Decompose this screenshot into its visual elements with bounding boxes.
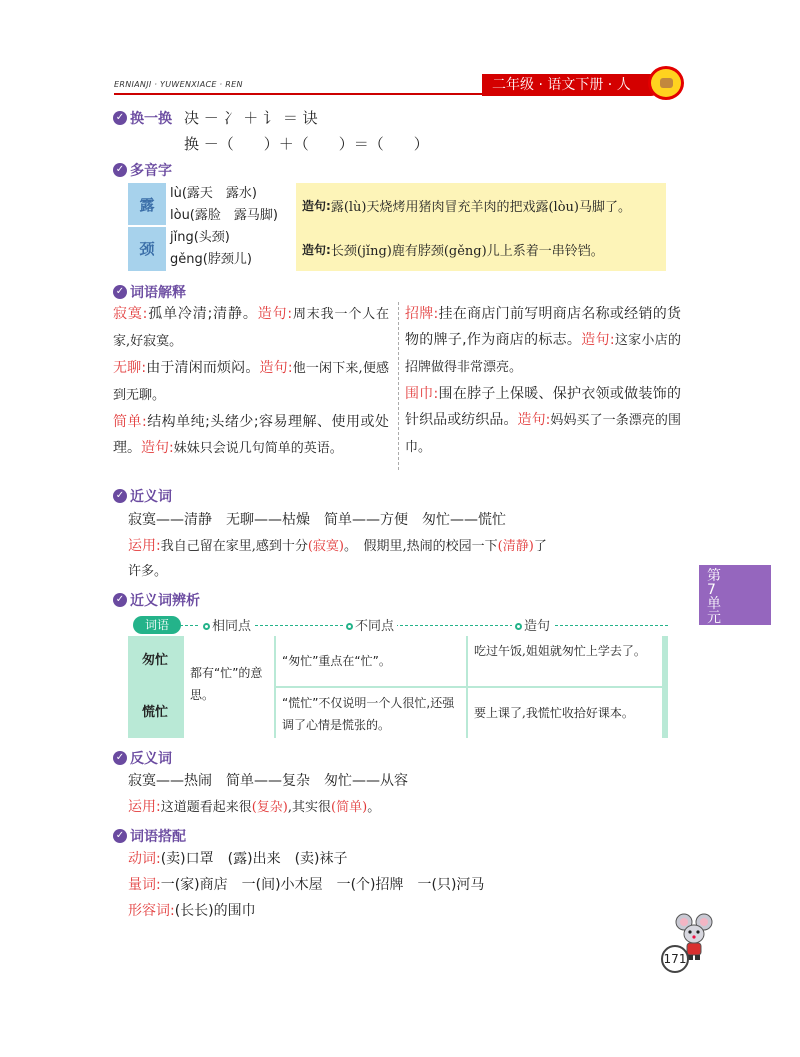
section-duoyin: [113, 160, 172, 180]
duoyin-pinyin: gěng(脖颈儿): [170, 252, 252, 267]
bianxi-example-cell: 吃过午饭,姐姐就匆忙上学去了。: [468, 636, 662, 686]
check-icon: ✓: [113, 111, 127, 125]
fanyi-usage: 运用:这道题看起来很(复杂),其实很(简单)。: [128, 799, 381, 815]
duoyin-pinyin: jǐng(头颈): [170, 230, 230, 245]
header-grade-banner: 二年级 · 语文下册 · 人: [482, 74, 662, 96]
check-icon: ✓: [113, 593, 127, 607]
cihui-entry: 围巾:围在脖子上保暖、保护衣领或做装饰的针织品或纺织品。造句:妈妈买了一条漂亮的围巾。: [405, 386, 682, 455]
duoyin-sentence-row: [296, 183, 666, 227]
bianxi-diff-cell: “慌忙”不仅说明一个人很忙,还强调了心情是慌张的。: [276, 688, 466, 738]
cihui-entry: 寂寞:孤单冷清;清静。造句:周末我一个人在家,好寂寞。: [113, 306, 389, 349]
bianxi-head-same: 相同点: [200, 615, 254, 634]
bianxi-example-cell: 要上课了,我慌忙收拾好课本。: [468, 688, 662, 738]
section-title: 反义词: [130, 751, 172, 767]
jinyi-usage-cont: 许多。: [128, 564, 168, 579]
column-divider: [398, 302, 399, 470]
bianxi-word: 慌忙: [128, 688, 182, 738]
check-icon: ✓: [113, 285, 127, 299]
cihui-entry: 招牌:挂在商店门前写明商店名称或经销的货物的牌子,作为商店的标志。造句:这家小店的招牌做得非常漂亮。: [405, 306, 682, 375]
piggy-bank-logo-icon: [648, 66, 684, 100]
bianxi-head-diff: 不同点: [343, 615, 397, 634]
cihui-entry: 简单:结构单纯;头绪少;容易理解、使用或处理。造句:妹妹只会说几句简单的英语。: [113, 414, 389, 456]
bianxi-same-cell: 都有“忙”的意思。: [184, 636, 274, 738]
duoyin-sentence: 长颈(jǐng)鹿有脖颈(gěng)儿上系着一串铃铛。: [330, 243, 604, 259]
duoyin-sentence-column: [296, 183, 666, 271]
huan-line-1: 决 － 冫 ＋ 讠 ＝ 诀: [184, 109, 318, 127]
check-icon: ✓: [113, 751, 127, 765]
bianxi-diff-cell: “匆忙”重点在“忙”。: [276, 636, 466, 686]
duoyin-char: 颈: [139, 240, 155, 258]
section-huan: [113, 108, 172, 128]
duoyin-pinyin: lù(露天 露水): [170, 186, 257, 201]
dapei-adjective: 形容词:(长长)的围巾: [128, 903, 256, 919]
cihui-entry: 无聊:由于清闲而烦闷。造句:他一闲下来,便感到无聊。: [113, 360, 389, 403]
cihui-left-column: [113, 301, 389, 462]
duoyin-char: 露: [128, 183, 166, 227]
check-icon: ✓: [113, 829, 127, 843]
check-icon: ✓: [113, 489, 127, 503]
header-series-text: ERNIANJI · YUWENXIACE · REN: [114, 80, 243, 89]
dapei-verbs: 动词:(卖)口罩 (露)出来 (卖)袜子: [128, 851, 348, 867]
section-fanyi: [113, 748, 172, 768]
bianxi-tab-label: 词语: [133, 616, 181, 634]
section-title: 多音字: [130, 163, 172, 179]
bianxi-head-example: 造句: [512, 615, 553, 634]
bianxi-word: 匆忙: [128, 636, 182, 686]
jinyi-words: 寂寞——清静 无聊——枯燥 简单——方便 匆忙——慌忙: [128, 512, 506, 528]
section-title: 词语解释: [130, 285, 186, 301]
jinyi-usage: 运用:我自己留在家里,感到十分(寂寞)。 假期里,热闹的校园一下(清静)了: [128, 538, 547, 554]
duoyin-pinyin: lòu(露脸 露马脚): [170, 208, 278, 223]
section-cihui: [113, 282, 186, 302]
section-title: 近义词: [130, 489, 172, 505]
section-title: 换一换: [130, 111, 172, 127]
zaoju-label: 造句:: [302, 198, 331, 213]
section-bianxi: [113, 590, 200, 610]
section-jinyi: [113, 486, 172, 506]
section-dapei: [113, 826, 186, 846]
section-title: 词语搭配: [130, 829, 186, 845]
bianxi-table: [128, 636, 668, 738]
duoyin-sentence-row: [296, 227, 666, 271]
cihui-right-column: [405, 301, 681, 461]
duoyin-pinyin-column: [166, 183, 294, 271]
dapei-measure: 量词:一(家)商店 一(间)小木屋 一(个)招牌 一(只)河马: [128, 877, 485, 893]
section-title: 近义词辨析: [130, 593, 200, 609]
huan-line-2: 换 －（ ）＋（ ）＝（ ）: [184, 135, 429, 153]
duoyin-sentence: 露(lù)天烧烤用猪肉冒充羊肉的把戏露(lòu)马脚了。: [330, 199, 631, 215]
fanyi-words: 寂寞——热闹 简单——复杂 匆忙——从容: [128, 773, 408, 789]
check-icon: ✓: [113, 163, 127, 177]
zaoju-label: 造句:: [302, 242, 331, 257]
unit-side-tab: 第 7 单 元: [699, 565, 771, 625]
page-number: 171: [661, 945, 689, 973]
duoyin-char-column: [128, 183, 166, 271]
